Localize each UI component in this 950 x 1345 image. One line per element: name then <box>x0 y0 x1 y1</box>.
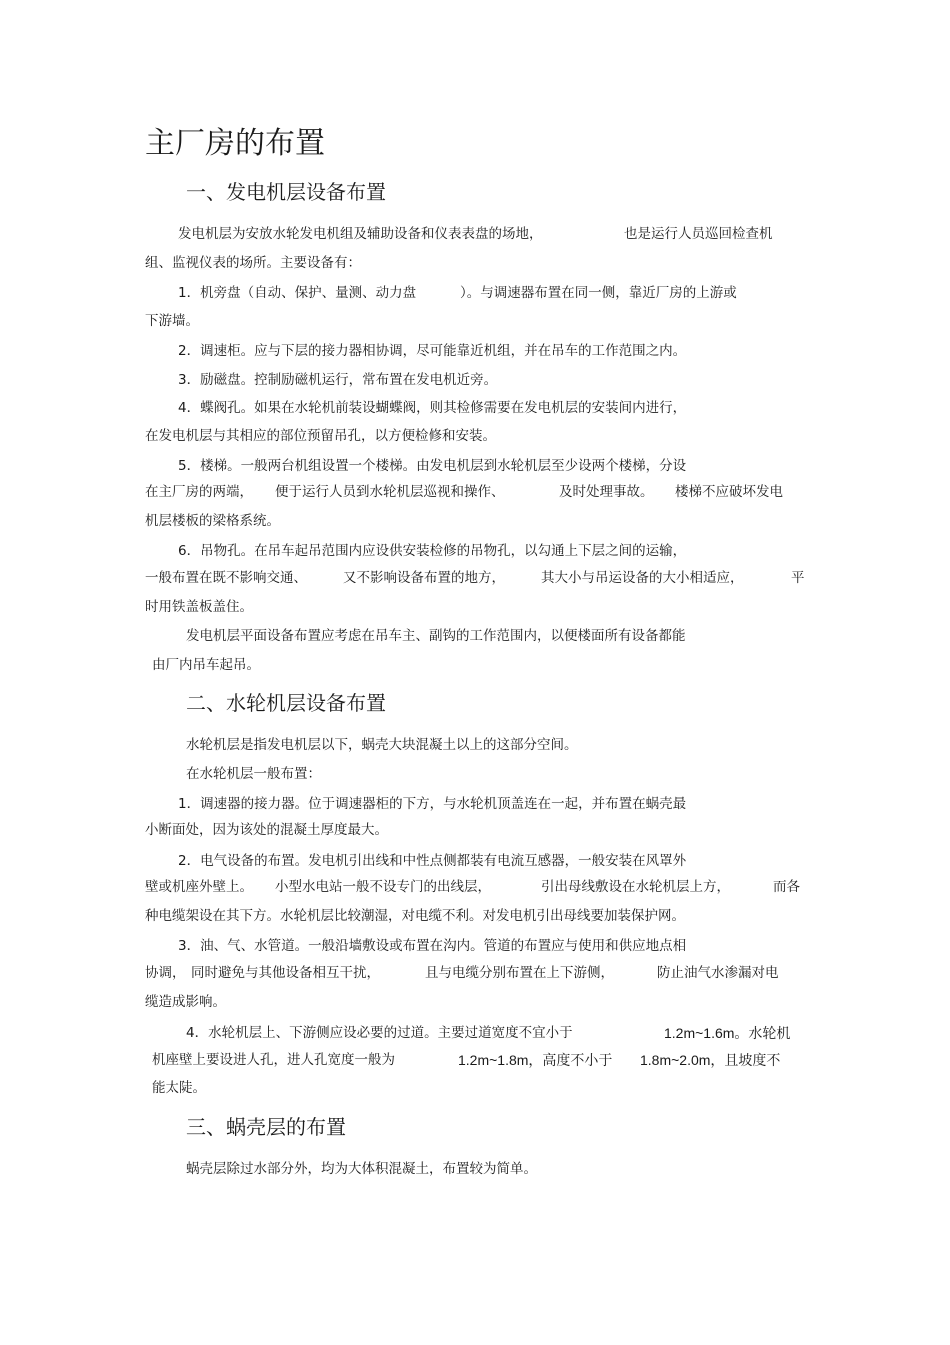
document-title: 主厂房的布置 <box>145 126 325 161</box>
item-4-line-1: 4．蝶阀孔。如果在水轮机前装设蝴蝶阀，则其检修需要在发电机层的安装间内进行， <box>178 400 687 416</box>
text-segment: 1．机旁盘（自动、保护、量测、动力盘 <box>178 285 417 301</box>
section-2-intro-line-2: 在水轮机层一般布置： <box>186 766 321 782</box>
section-heading-3: 三、蜗壳层的布置 <box>186 1115 346 1139</box>
section-3-intro-line-1: 蜗壳层除过水部分外，均为大体积混凝土，布置较为简单。 <box>186 1161 537 1177</box>
item-7-line-2: 小断面处，因为该处的混凝土厚度最大。 <box>145 822 388 838</box>
text-segment: 平 <box>791 570 805 586</box>
section-heading-2: 二、水轮机层设备布置 <box>186 691 386 715</box>
item-4-line-2: 在发电机层与其相应的部位预留吊孔，以方便检修和安装。 <box>145 428 496 444</box>
text-segment: 楼梯不应破坏发电 <box>675 484 783 500</box>
item-9-line-1: 3．油、气、水管道。一般沿墙敷设或布置在沟内。管道的布置应与使用和供应地点相 <box>178 938 687 954</box>
text-segment: 便于运行人员到水轮机层巡视和操作、 <box>275 484 505 500</box>
section-1-closing-line-2: 由厂内吊车起吊。 <box>152 657 260 673</box>
text-segment: 一般布置在既不影响交通、 <box>145 570 307 586</box>
text-segment: 在主厂房的两端， <box>145 484 253 500</box>
section-1-closing-line-1: 发电机层平面设备布置应考虑在吊车主、副钩的工作范围内，以便楼面所有设备都能 <box>186 628 686 644</box>
section-2-intro-line-1: 水轮机层是指发电机层以下，蜗壳大块混凝土以上的这部分空间。 <box>186 737 578 753</box>
item-6-line-3: 时用铁盖板盖住。 <box>145 599 253 615</box>
item-10-line-3: 能太陡。 <box>152 1080 206 1096</box>
item-8-line-3: 种电缆架设在其下方。水轮机层比较潮湿，对电缆不利。对发电机引出母线要加装保护网。 <box>145 908 685 924</box>
item-1-line-2: 下游墙。 <box>145 313 199 329</box>
text-segment: 且与电缆分别布置在上下游侧， <box>425 965 614 981</box>
text-segment: 也是运行人员巡回检查机 <box>624 226 773 242</box>
text-segment: 1.8m~2.0m，且坡度不 <box>640 1052 781 1068</box>
section-heading-1: 一、发电机层设备布置 <box>186 180 386 204</box>
item-3-line-1: 3．励磁盘。控制励磁机运行，常布置在发电机近旁。 <box>178 372 498 388</box>
text-segment: 同时避免与其他设备相互干扰， <box>191 965 380 981</box>
item-7-line-1: 1．调速器的接力器。位于调速器柜的下方，与水轮机顶盖连在一起，并布置在蜗壳最 <box>178 796 687 812</box>
text-segment: 引出母线敷设在水轮机层上方， <box>541 879 730 895</box>
text-segment: 1.2m~1.8m，高度不小于 <box>458 1052 613 1068</box>
item-2-line-1: 2．调速柜。应与下层的接力器相协调，尽可能靠近机组，并在吊车的工作范围之内。 <box>178 343 687 359</box>
text-segment: 1.2m~1.6m。水轮机 <box>664 1025 791 1041</box>
item-5-line-1: 5．楼梯。一般两台机组设置一个楼梯。由发电机层到水轮机层至少设两个楼梯，分设 <box>178 458 687 474</box>
text-segment: 壁或机座外壁上。 <box>145 879 253 895</box>
text-segment: 机座壁上要设进人孔，进人孔宽度一般为 <box>152 1052 395 1068</box>
text-segment: 防止油气水渗漏对电 <box>657 965 779 981</box>
text-segment: 发电机层为安放水轮发电机组及辅助设备和仪表表盘的场地， <box>178 226 543 242</box>
item-9-line-3: 缆造成影响。 <box>145 994 226 1010</box>
text-segment: 4．水轮机层上、下游侧应设必要的过道。主要过道宽度不宜小于 <box>186 1025 573 1041</box>
section-1-intro-line-2: 组、监视仪表的场所。主要设备有： <box>145 255 361 271</box>
text-segment: 及时处理事故。 <box>559 484 654 500</box>
text-segment: 而各 <box>773 879 800 895</box>
text-segment: 小型水电站一般不设专门的出线层， <box>275 879 491 895</box>
text-segment: 又不影响设备布置的地方， <box>343 570 505 586</box>
text-segment: 协调， <box>145 965 186 981</box>
item-5-line-3: 机层楼板的梁格系统。 <box>145 513 280 529</box>
text-segment: 其大小与吊运设备的大小相适应， <box>541 570 744 586</box>
item-8-line-1: 2．电气设备的布置。发电机引出线和中性点侧都装有电流互感器，一般安装在风罩外 <box>178 853 687 869</box>
item-6-line-1: 6．吊物孔。在吊车起吊范围内应设供安装检修的吊物孔，以勾通上下层之间的运输， <box>178 543 687 559</box>
text-segment: ）。与调速器布置在同一侧，靠近厂房的上游或 <box>460 285 737 301</box>
